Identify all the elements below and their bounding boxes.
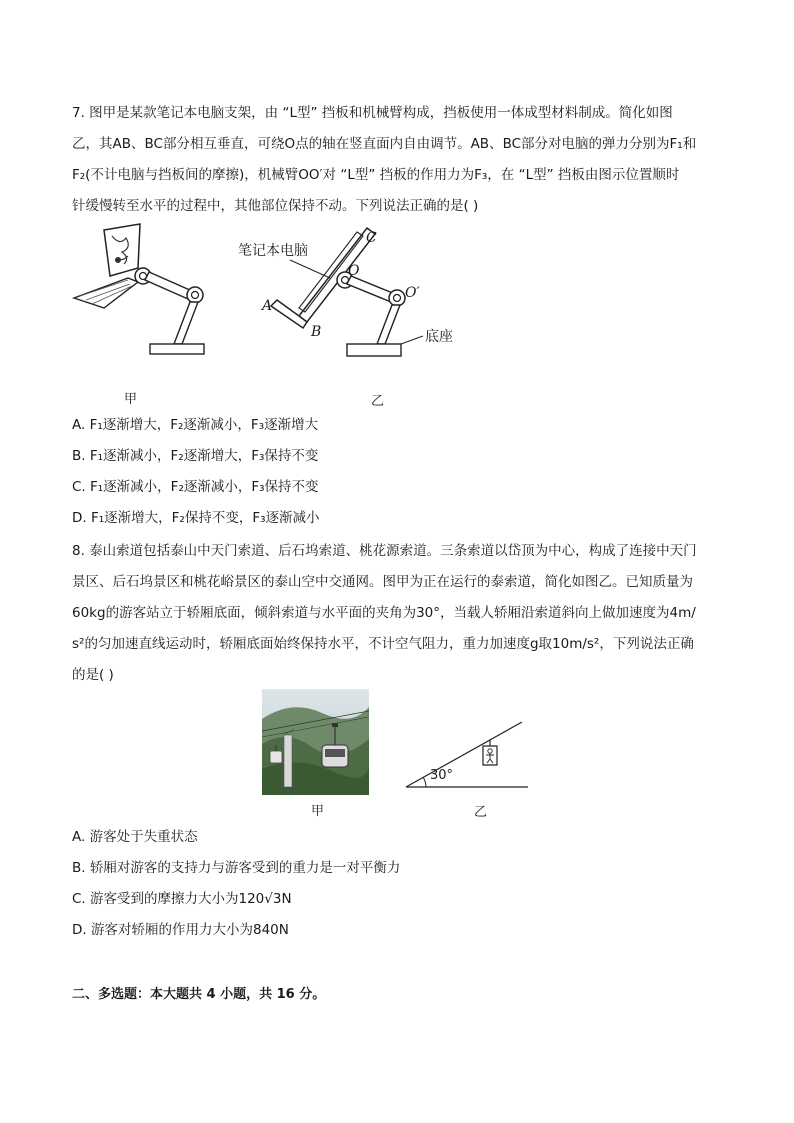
q8-angle-label: 30° [430,768,454,783]
q7-line-4: 针缓慢转至水平的过程中，其他部位保持不动。下列说法正确的是( ) [72,198,479,214]
q8-incline-diagram [404,718,530,792]
label-a: A [262,298,273,314]
label-o-prime: O′ [405,285,420,301]
q7-line-3: F₂(不计电脑与挡板间的摩擦)，机械臂OO′对 “L型” 挡板的作用力为F₃，在 “L型” 挡板由图示位置顺时 [72,167,680,183]
q8-caption-yi: 乙 [474,805,488,820]
q8-line-5: 的是( ) [72,667,114,683]
q7-option-a: A. F₁逐渐增大，F₂逐渐减小，F₃逐渐增大 [72,417,319,433]
label-c: C [366,230,377,246]
q7-figure-jia [68,220,218,360]
label-o: O [348,263,360,279]
label-b: B [311,324,322,340]
q8-line-3: 60kg的游客站立于轿厢底面，倾斜索道与水平面的夹角为30°，当载人轿厢沿索道斜向上做加速度为4m/ [72,605,696,621]
q7-option-b: B. F₁逐渐减小，F₂逐渐增大，F₃保持不变 [72,448,319,464]
q7-stem [72,98,722,222]
q8-cable-car-photo [262,689,369,795]
section-heading-multiple-choice: 二、多选题：本大题共 4 小题，共 16 分。 [72,987,326,1002]
label-laptop: 笔记本电脑 [238,243,308,259]
q8-line-4: s²的匀加速直线运动时，轿厢底面始终保持水平，不计空气阻力，重力加速度g取10m/s²，下列说法正确 [72,636,694,652]
q8-option-c: C. 游客受到的摩擦力大小为120√3N [72,891,292,907]
q7-option-c: C. F₁逐渐减小，F₂逐渐减小，F₃保持不变 [72,479,319,495]
caption-yi: 乙 [371,394,385,409]
q8-stem [72,536,722,691]
caption-jia: 甲 [124,392,138,407]
label-base: 底座 [425,329,453,345]
q8-option-b: B. 轿厢对游客的支持力与游客受到的重力是一对平衡力 [72,860,401,876]
q8-line-1: 8. 泰山索道包括泰山中天门索道、后石坞索道、桃花源索道。三条索道以岱顶为中心，构成了连接中天门 [72,543,697,559]
q7-option-d: D. F₁逐渐增大，F₂保持不变，F₃逐渐减小 [72,510,320,526]
q8-caption-jia: 甲 [311,804,325,819]
q8-option-d: D. 游客对轿厢的作用力大小为840N [72,922,289,938]
q8-line-2: 景区、后石坞景区和桃花峪景区的泰山空中交通网。图甲为正在运行的泰索道，简化如图乙。已知质量为 [72,574,693,590]
q8-option-a: A. 游客处于失重状态 [72,829,198,845]
q7-line-2: 乙，其AB、BC部分相互垂直，可绕O点的轴在竖直面内自由调节。AB、BC部分对电脑的弹力分别为F₁和 [72,136,697,152]
q7-line-1: 7. 图甲是某款笔记本电脑支架，由 “L型” 挡板和机械臂构成，挡板使用一体成型材料制成。简化如图 [72,105,673,121]
